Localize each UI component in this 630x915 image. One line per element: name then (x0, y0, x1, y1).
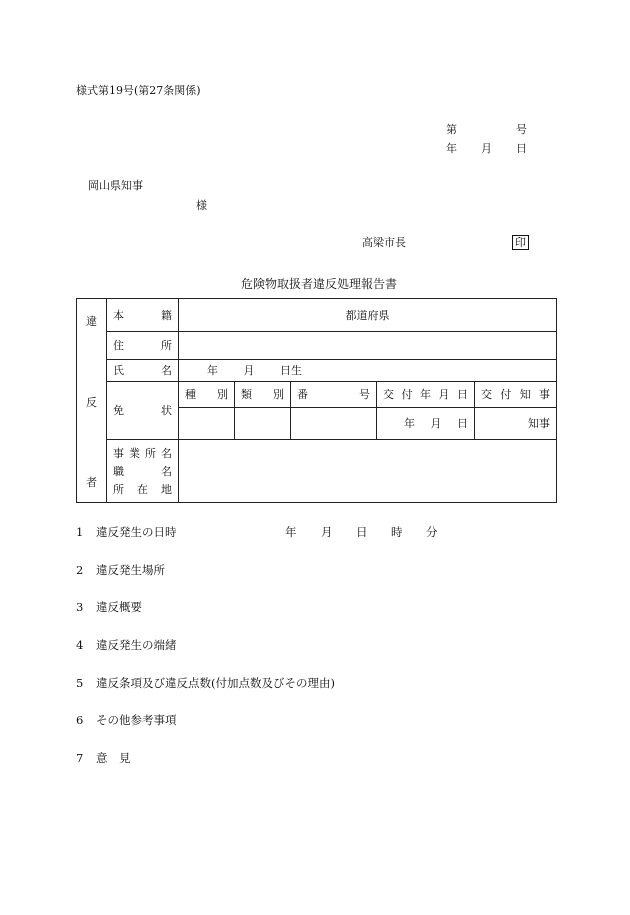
sender: 高梁市長 (362, 236, 406, 249)
item-3-no: 3 (76, 600, 84, 614)
violator-column (77, 299, 107, 503)
form-code: 様式第19号(第27条関係) (76, 84, 201, 97)
item-2-no: 2 (76, 563, 84, 577)
honseki-label: 本 籍 (107, 299, 179, 332)
workplace-value (179, 439, 557, 502)
address-label: 住 所 (107, 331, 179, 360)
date-year: 年 (446, 142, 457, 155)
name-label: 氏 名 (107, 360, 179, 381)
license-category-value (235, 408, 291, 440)
item-1-label: 違反発生の日時 (96, 525, 177, 539)
license-issue-date-header: 交 付 年 月 日 (377, 381, 475, 408)
license-issuer-header: 交 付 知 事 (475, 381, 557, 408)
item-1-minute: 分 (426, 525, 438, 539)
item-3-label: 違反概要 (96, 600, 142, 614)
item-1-day: 日 (356, 525, 368, 539)
license-number-value (291, 408, 377, 440)
item-4-label: 違反発生の端緒 (96, 638, 177, 652)
honseki-value: 都道府県 (179, 299, 557, 332)
item-1-no: 1 (76, 525, 84, 539)
date-month: 月 (481, 142, 492, 155)
license-issuer-value: 知事 (475, 408, 557, 440)
violator-char-2: 反 (86, 395, 97, 409)
date-day: 日 (516, 142, 527, 155)
license-category-header: 類 別 (235, 381, 291, 408)
addressee: 岡山県知事 (88, 179, 143, 192)
number-go: 号 (516, 123, 527, 136)
number-dai: 第 (446, 123, 457, 136)
license-kind-value (179, 408, 235, 440)
item-1-year: 年 (285, 525, 297, 539)
license-issue-date-value: 年 月 日 (377, 408, 475, 440)
license-number-header: 番 号 (291, 381, 377, 408)
item-6-no: 6 (76, 713, 84, 727)
item-1-hour: 時 (391, 525, 403, 539)
honorific: 様 (196, 199, 207, 212)
item-1-month: 月 (321, 525, 333, 539)
item-7-label: 意 見 (96, 751, 131, 765)
workplace-labels: 事 業 所 名 職 名 所 在 地 (107, 439, 179, 502)
address-value (179, 331, 557, 360)
violator-char-3: 者 (86, 476, 97, 489)
item-7-no: 7 (76, 751, 84, 765)
seal-mark: 印 (512, 235, 529, 250)
item-5-label: 違反条項及び違反点数(付加点数及びその理由) (96, 676, 335, 690)
item-5-no: 5 (76, 676, 84, 690)
violation-table (76, 298, 557, 503)
item-2-label: 違反発生場所 (96, 563, 165, 577)
document-title: 危険物取扱者違反処理報告書 (241, 277, 398, 291)
license-kind-header: 種 別 (179, 381, 235, 408)
birth-date: 年 月 日生 (179, 360, 557, 381)
violator-char-1: 違 (86, 315, 97, 328)
license-label: 免 状 (107, 381, 179, 439)
item-6-label: その他参考事項 (96, 713, 177, 727)
item-4-no: 4 (76, 638, 84, 652)
